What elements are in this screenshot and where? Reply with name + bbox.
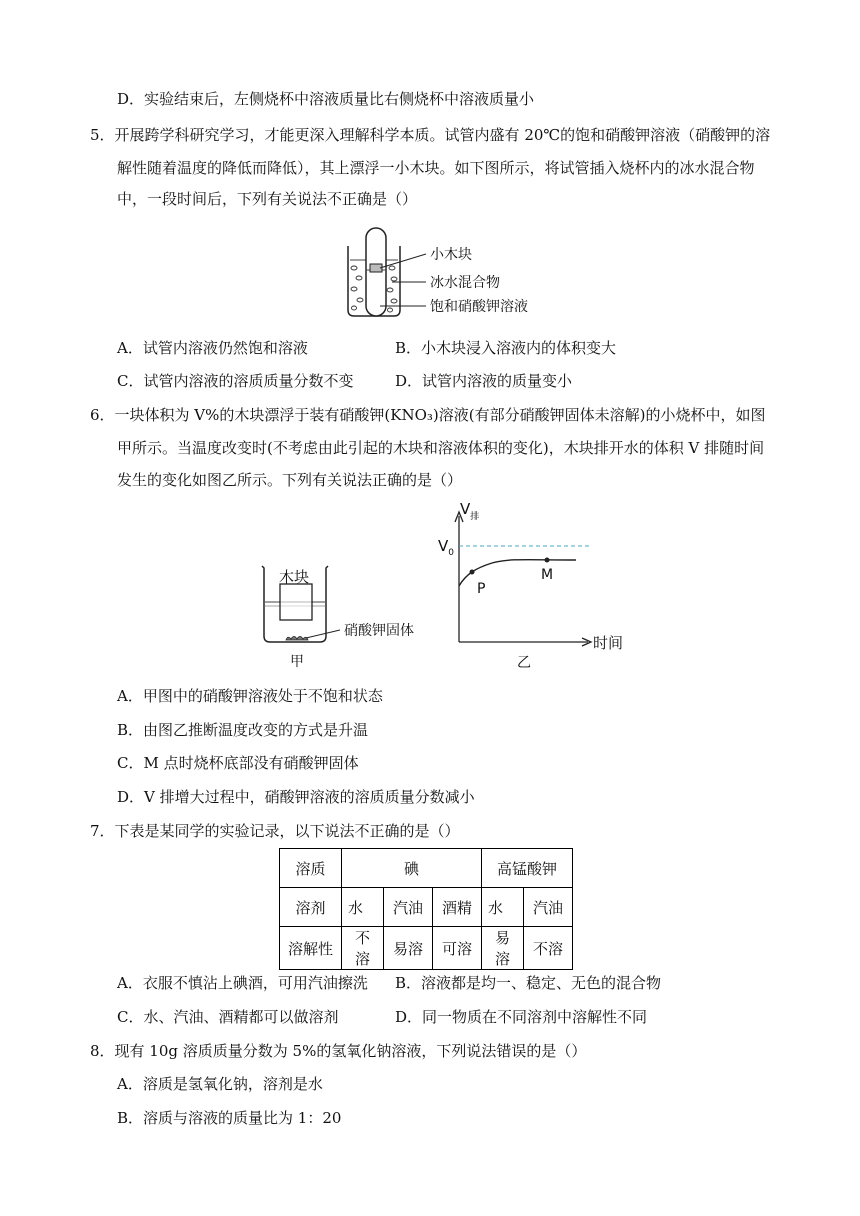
table-cell: 酒精 [433,888,482,927]
q7-option-a: A．衣服不慎沾上碘酒，可用汽油擦洗 [117,974,368,992]
q7-option-d: D．同一物质在不同溶剂中溶解性不同 [395,1008,648,1026]
q7-option-b: B．溶液都是均一、稳定、无色的混合物 [395,974,662,992]
table-cell-kmno4: 高锰酸钾 [482,849,573,888]
q6-jia-label-solid: 硝酸钾固体 [344,623,414,639]
q6-yi-caption: 乙 [517,655,531,671]
q6-yi-yaxis-label: $V_排$ [460,500,480,522]
q5-label-kno3-solution: 饱和硝酸钾溶液 [430,299,528,315]
q7-stem-line-1: 7．下表是某同学的实验记录，以下说法不正确的是（） [90,822,460,840]
table-cell: 水 [482,888,524,927]
q5-label-ice-water: 冰水混合物 [430,275,500,291]
q6-option-c: C．M 点时烧杯底部没有硝酸钾固体 [117,754,359,772]
q6-option-a: A．甲图中的硝酸钾溶液处于不饱和状态 [117,687,383,705]
q6-stem-line-3: 发生的变化如图乙所示。下列有关说法正确的是（） [117,471,463,489]
q5-figure-beaker [340,224,540,324]
q5-stem-line-3: 中，一段时间后，下列有关说法不正确是（） [117,190,418,208]
q6-stem-line-1: 6．一块体积为 V%的木块漂浮于装有硝酸钾(KNO₃)溶液(有部分硝酸钾固体未溶解)的小烧杯中，如图 [90,406,766,424]
table-row [280,849,573,888]
q6-figure-jia [250,560,440,672]
q6-jia-label-wood: 木块 [279,568,310,586]
q6-yi-point-m: M [541,567,554,583]
table-header-solubility: 溶解性 [280,927,342,970]
q5-option-b: B．小木块浸入溶液内的体积变大 [395,339,617,357]
table-cell: 易溶 [482,927,524,970]
q6-jia-caption: 甲 [290,654,304,670]
table-cell: 水 [342,888,384,927]
q5-stem-line-2: 解性随着温度的降低而降低），其上漂浮一小木块。如下图所示，将试管插入烧杯内的冰水混合物 [117,159,755,177]
table-cell: 汽油 [384,888,433,927]
q5-option-a: A．试管内溶液仍然饱和溶液 [117,339,308,357]
table-cell: 不溶 [342,927,384,970]
q6-yi-xaxis-label: 时间 [593,634,624,652]
table-cell: 不溶 [524,927,573,970]
table-header-solute: 溶质 [280,849,342,888]
q6-yi-v0-label: $V_0$ [438,537,454,558]
q8-option-b: B．溶质与溶液的质量比为 1：20 [117,1109,342,1127]
q7-record-table [279,848,573,970]
q8-stem-line-1: 8．现有 10g 溶质质量分数为 5%的氢氧化钠溶液，下列说法错误的是（） [90,1042,587,1060]
q7-option-c: C．水、汽油、酒精都可以做溶剂 [117,1008,339,1026]
table-row [280,888,573,927]
table-cell-iodine: 碘 [342,849,482,888]
q6-stem-line-2: 甲所示。当温度改变时(不考虑由此引起的木块和溶液体积的变化)，木块排开水的体积 V 排随时间 [117,439,765,457]
q4-option-d: D．实验结束后，左侧烧杯中溶液质量比右侧烧杯中溶液质量小 [117,90,535,108]
q5-label-wood: 小木块 [430,247,472,263]
q6-yi-point-p: P [477,581,486,597]
table-header-solvent: 溶剂 [280,888,342,927]
q8-option-a: A．溶质是氢氧化钠，溶剂是水 [117,1075,323,1093]
q5-option-c: C．试管内溶液的溶质质量分数不变 [117,372,354,390]
table-cell: 可溶 [433,927,482,970]
table-cell: 汽油 [524,888,573,927]
q6-figure-yi-chart [430,500,640,672]
table-row [280,927,573,970]
q5-stem-line-1: 5．开展跨学科研究学习，才能更深入理解科学本质。试管内盛有 20℃的饱和硝酸钾溶液（硝酸钾的溶 [90,126,771,144]
q5-option-d: D．试管内溶液的质量变小 [395,372,573,390]
q6-option-d: D．V 排增大过程中，硝酸钾溶液的溶质质量分数减小 [117,788,475,806]
q6-option-b: B．由图乙推断温度改变的方式是升温 [117,721,369,739]
table-cell: 易溶 [384,927,433,970]
